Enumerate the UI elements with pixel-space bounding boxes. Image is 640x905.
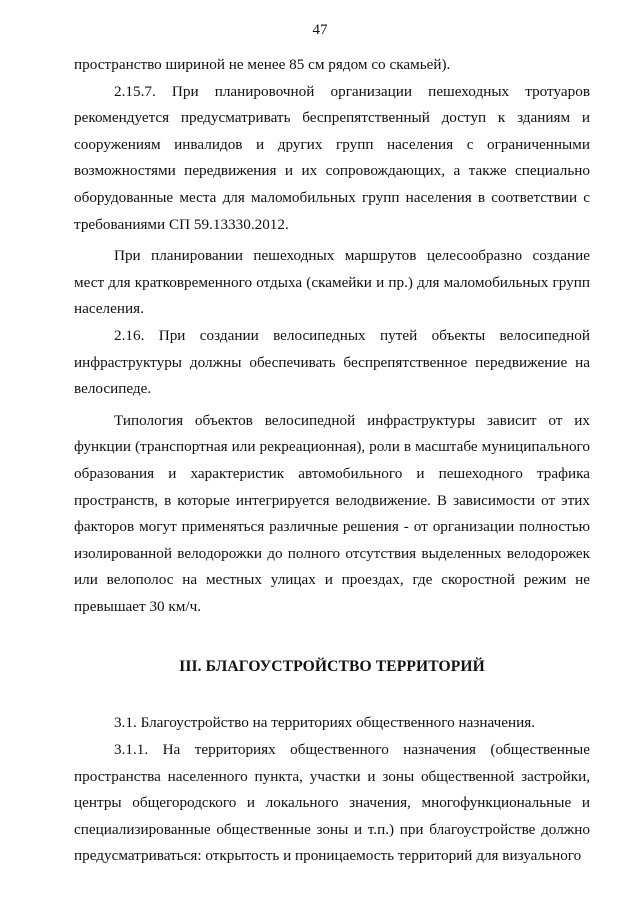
document-body: [74, 52, 590, 870]
paragraph-2-15-7: 2.15.7. При планировочной организации пешеходных тротуаров рекомендуется предусматривать беспрепятственный доступ к зданиям и сооружениям инвалидов и других групп населения с ограниченными возможностями передвижения и их сопровождающих, а также специально оборудованные места для маломобильных групп населения в соответствии с требованиями СП 59.13330.2012.: [74, 82, 590, 233]
page-number: 47: [312, 22, 328, 38]
paragraph-3-1-1: 3.1.1. На территориях общественного назначения (общественные пространства населенного пункта, участки и зоны общественной застройки, центры общегородского и локального значения, многофункциональные и специализированные общественные зоны и т.п.) при благоустройстве должно предусматриваться: открытость и проницаемость территорий для визуального: [74, 741, 590, 865]
paragraph-continuation: пространство шириной не менее 85 см рядом со скамьей).: [74, 56, 451, 73]
section-heading: III. БЛАГОУСТРОЙСТВО ТЕРРИТОРИЙ: [179, 658, 485, 676]
paragraph-pedestrian-routes: При планировании пешеходных маршрутов целесообразно создание мест для кратковременного отдыха (скамейки и пр.) для маломобильных групп населения.: [74, 247, 590, 318]
paragraph-2-16: 2.16. При создании велосипедных путей объекты велосипедной инфраструктуры должны обеспечивать беспрепятственное передвижение на велосипеде.: [74, 326, 590, 398]
paragraph-bicycle-typology: Типология объектов велосипедной инфраструктуры зависит от их функции (транспортная или рекреационная), роли в масштабе муниципального образования и характеристик автомобильного и пешеходного трафика пространств, в которые интегрируется велодвижение. В зависимости от этих факторов могут применяться различные решения - от организации полностью изолированной велодорожки до полного отсутствия выделенных велодорожек или велополос на местных улицах и проездах, где скоростной режим не превышает 30 км/ч.: [74, 411, 590, 615]
paragraph-3-1: 3.1. Благоустройство на территориях общественного назначения.: [114, 714, 536, 732]
